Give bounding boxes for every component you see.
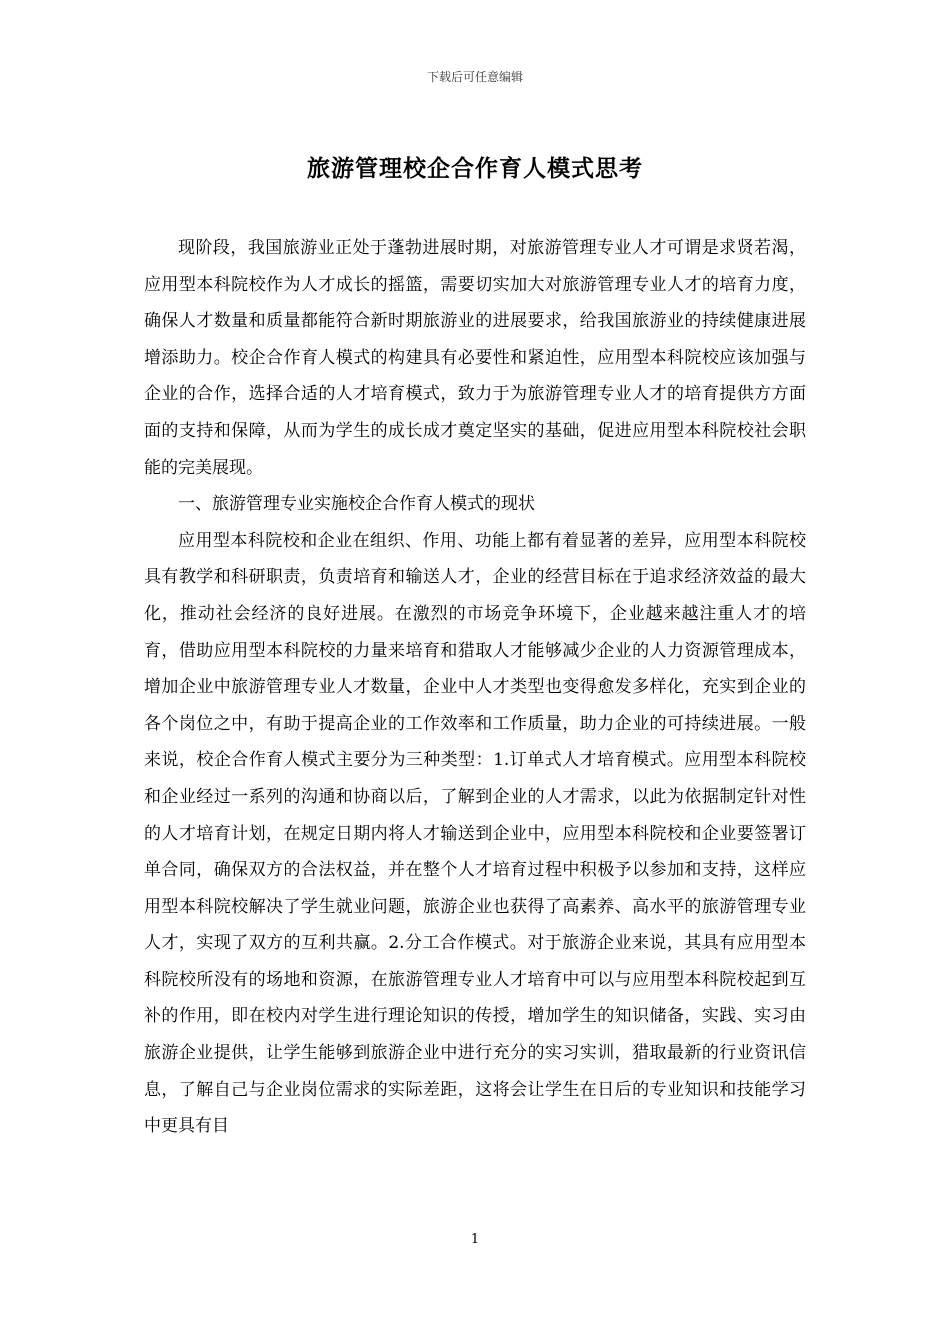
document-title: 旅游管理校企合作育人模式思考 xyxy=(307,156,643,182)
page-number: 1 xyxy=(470,1232,480,1247)
section-heading: 一、旅游管理专业实施校企合作育人模式的现状 xyxy=(178,494,535,515)
header-note: 下载后可任意编辑 xyxy=(426,70,523,84)
document-body xyxy=(144,230,806,1145)
paragraph-intro: 现阶段，我国旅游业正处于蓬勃进展时期，对旅游管理专业人才可谓是求贤若渴，应用型本科院校作为人才成长的摇篮，需要切实加大对旅游管理专业人才的培育力度，确保人才数量和质量都能符合新时期旅游业的进展要求，给我国旅游业的持续健康进展增添助力。校企合作育人模式的构建具有必要性和紧迫性，应用型本科院校应该加强与企业的合作，选择合适的人才培育模式，致力于为旅游管理专业人才的培育提供方方面面的支持和保障，从而为学生的成长成才奠定坚实的基础，促进应用型本科院校社会职能的完美展现。 xyxy=(144,238,806,478)
paragraph-current-status: 应用型本科院校和企业在组织、作用、功能上都有着显著的差异，应用型本科院校具有教学和科研职责，负责培育和输送人才，企业的经营目标在于追求经济效益的最大化，推动社会经济的良好进展。在激烈的市场竞争环境下，企业越来越注重人才的培育，借助应用型本科院校的力量来培育和猎取人才能够减少企业的人力资源管理成本，增加企业中旅游管理专业人才数量，企业中人才类型也变得愈发多样化，充实到企业的各个岗位之中，有助于提高企业的工作效率和工作质量，助力企业的可持续进展。一般来说，校企合作育人模式主要分为三种类型：1.订单式人才培育模式。应用型本科院校和企业经过一系列的沟通和协商以后，了解到企业的人才需求，以此为依据制定针对性的人才培育计划，在规定日期内将人才输送到企业中，应用型本科院校和企业要签署订单合同，确保双方的合法权益，并在整个人才培育过程中积极予以参加和支持，这样应用型本科院校解决了学生就业问题，旅游企业也获得了高素养、高水平的旅游管理专业人才，实现了双方的互利共赢。2.分工合作模式。对于旅游企业来说，其具有应用型本科院校所没有的场地和资源，在旅游管理专业人才培育中可以与应用型本科院校起到互补的作用，即在校内对学生进行理论知识的传授，增加学生的知识储备，实践、实习由旅游企业提供，让学生能够到旅游企业中进行充分的实习实训，猎取最新的行业资讯信息，了解自己与企业岗位需求的实际差距，这将会让学生在日后的专业知识和技能学习中更具有目 xyxy=(144,530,806,1137)
